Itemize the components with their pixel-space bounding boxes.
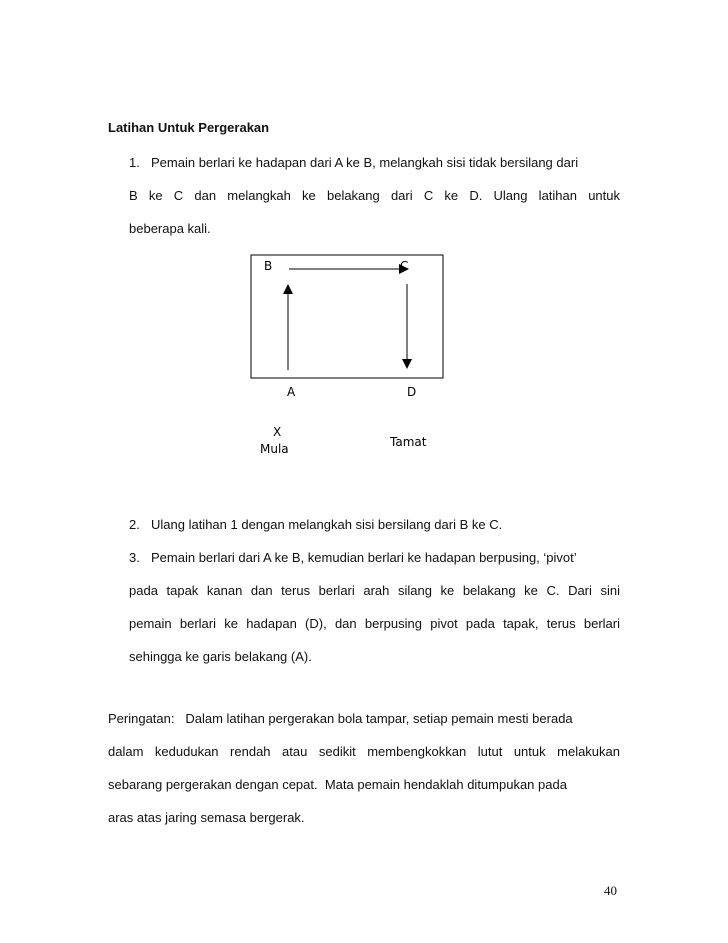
court-box <box>251 255 443 378</box>
section-heading: Latihan Untuk Pergerakan <box>108 120 270 135</box>
list-item-line: sehingga ke garis belakang (A). <box>129 649 312 664</box>
start-label: Mula <box>260 442 289 456</box>
note-line: sebarang pergerakan dengan cepat. Mata pemain hendaklah ditumpukan pada <box>108 777 567 792</box>
note-line: aras atas jaring semasa bergerak. <box>108 810 305 825</box>
list-item-line: pada tapak kanan dan terus berlari arah silang ke belakang ke C. Dari sini <box>129 583 620 598</box>
list-number: 1. <box>129 155 140 170</box>
point-a-label: A <box>287 385 296 399</box>
point-d-label: D <box>407 385 417 399</box>
point-b-label: B <box>264 259 273 273</box>
list-item-line: Ulang latihan 1 dengan melangkah sisi bersilang dari B ke C. <box>151 517 503 532</box>
note-line: dalam kedudukan rendah atau sedikit membengkokkan lutut untuk melakukan <box>108 744 620 759</box>
list-item-line: B ke C dan melangkah ke belakang dari C ke D. Ulang latihan untuk <box>129 188 620 203</box>
list-item-2 <box>129 508 620 541</box>
page-number: 40 <box>604 883 617 898</box>
start-marker-x: X <box>273 425 282 439</box>
list-item-line: Pemain berlari ke hadapan dari A ke B, melangkah sisi tidak bersilang dari <box>151 155 579 170</box>
finish-label: Tamat <box>390 435 427 449</box>
list-item-line: beberapa kali. <box>129 221 211 236</box>
point-c-label: C <box>400 259 409 273</box>
list-number: 3. <box>129 550 140 565</box>
warning-note <box>108 702 620 834</box>
list-item-3 <box>129 541 620 673</box>
list-item-line: pemain berlari ke hadapan (D), dan berpusing pivot pada tapak, terus berlari <box>129 616 620 631</box>
note-line: Peringatan: Dalam latihan pergerakan bola tampar, setiap pemain mesti berada <box>108 711 573 726</box>
list-number: 2. <box>129 517 140 532</box>
list-item-line: Pemain berlari dari A ke B, kemudian berlari ke hadapan berpusing, ‘pivot’ <box>151 550 577 565</box>
